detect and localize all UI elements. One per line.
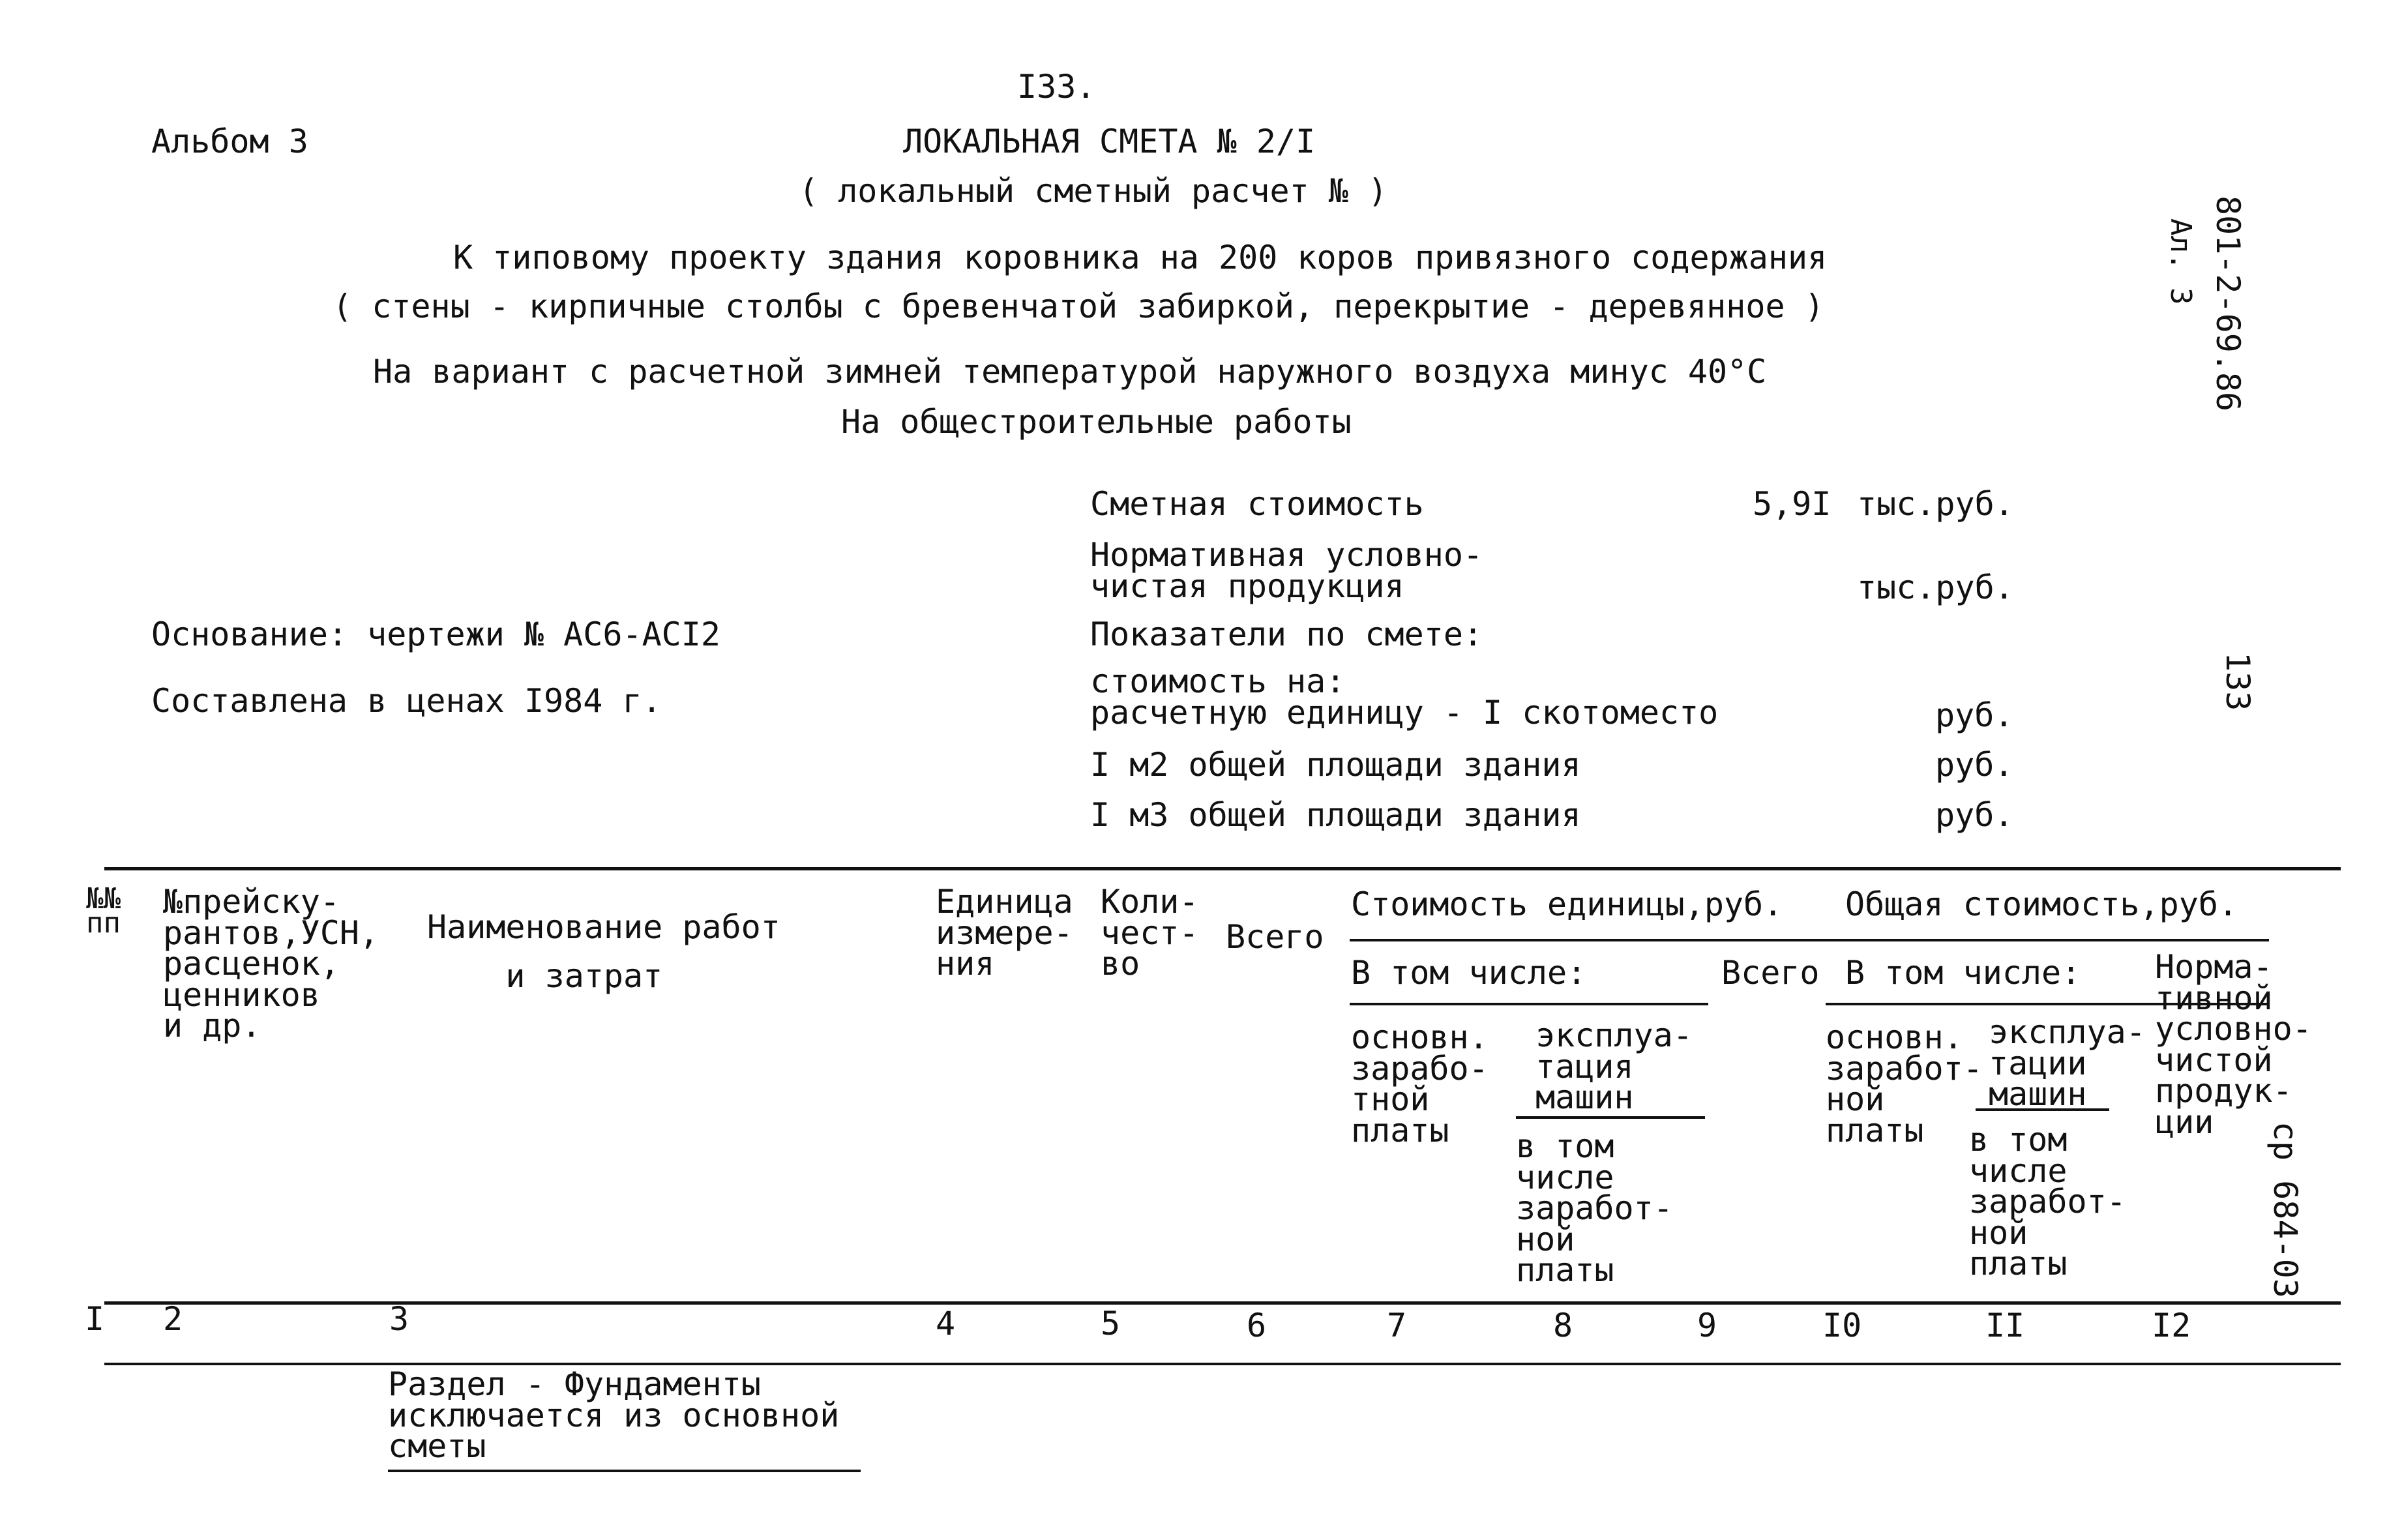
document-subtitle: ( локальный сметный расчет № ) (799, 172, 1388, 210)
col-number-6: 6 (1247, 1307, 1267, 1344)
col-number-2: 2 (163, 1300, 183, 1338)
header-machines-total: эксплуа- тации машин (1989, 1013, 2146, 1113)
album-label: Альбом 3 (151, 123, 308, 160)
works-line: На общестроительные работы (841, 403, 1352, 441)
incl1-underline (1350, 1003, 1708, 1005)
basis-prices: Составлена в ценах I984 г. (151, 682, 662, 720)
project-line-2: ( стены - кирпичные столбы с бревенчатой забиркой, перекрытие - деревянное ) (333, 288, 1824, 325)
per-m2-unit: руб. (1935, 746, 2014, 784)
project-line-1: К типовому проекту здания коровника на 200 коров привязного содержания (453, 239, 1828, 276)
header-machines-salary-unit: в том числе заработ- ной платы (1516, 1127, 1673, 1289)
section-underline (388, 1470, 861, 1472)
header-pricelist: №прейску- рантов,УСН, расценок, ценников и др. (163, 883, 379, 1044)
header-total-cost: Общая стоимость,руб. (1845, 885, 2238, 923)
cost-label: Сметная стоимость (1090, 485, 1424, 523)
header-normative: Норма- тивной условно- чистой продук- ции (2155, 948, 2312, 1141)
col-number-12: I2 (2152, 1307, 2191, 1344)
cost-unit: тыс.руб. (1857, 485, 2014, 523)
header-unit-cost: Стоимость единицы,руб. (1351, 885, 1783, 923)
header-including-1: В том числе: (1351, 954, 1587, 992)
normative-label: Нормативная условно- чистая продукция (1090, 536, 1483, 605)
header-machines-salary-total: в том числе заработ- ной платы (1969, 1121, 2126, 1282)
col-number-4: 4 (936, 1305, 956, 1342)
cost-per-unit: руб. (1935, 696, 2014, 734)
header-quantity: Коли- чест- во (1101, 883, 1199, 983)
col-number-11: II (1985, 1307, 2025, 1344)
table-top-rule (104, 867, 2341, 870)
side-page-number: 133 (2219, 652, 2257, 711)
header-machines-unit: эксплуа- тация машин (1535, 1016, 1693, 1116)
col-number-8: 8 (1553, 1307, 1573, 1344)
unit-cost-underline (1350, 939, 2269, 941)
normative-unit: тыс.руб. (1857, 569, 2014, 606)
col-number-3: 3 (389, 1300, 409, 1338)
col-number-7: 7 (1387, 1307, 1407, 1344)
page-number: I33. (1017, 68, 1096, 106)
header-work-name: Наименование работ и затрат (427, 908, 780, 995)
machines1-underline (1516, 1116, 1705, 1119)
section-title: Раздел - Фундаменты исключается из основной сметы (388, 1365, 840, 1465)
cost-value: 5,9I (1753, 485, 1831, 523)
bottom-code: ср 684-03 (2266, 1121, 2304, 1298)
col-number-1: I (85, 1300, 105, 1338)
project-code: 801-2-69.86 (2209, 196, 2247, 412)
col-number-5: 5 (1101, 1305, 1121, 1342)
header-base-salary-unit: основн. зарабо- тной платы (1351, 1018, 1489, 1149)
variant-line: На вариант с расчетной зимней температурой наружного воздуха минус 40°С (373, 353, 1767, 391)
header-unit: Единица измере- ния (936, 883, 1073, 983)
header-row-number: №№ пп (86, 882, 121, 940)
col-number-9: 9 (1697, 1307, 1717, 1344)
header-bottom-rule (104, 1301, 2341, 1305)
album-short: Ал. 3 (2164, 218, 2197, 305)
header-base-salary-total: основн. заработ- ной платы (1826, 1018, 1983, 1149)
document-title: ЛОКАЛЬНАЯ СМЕТА № 2/I (903, 123, 1316, 160)
per-m3-label: I м3 общей площади здания (1090, 796, 1581, 834)
header-including-2: В том числе: (1845, 954, 2081, 992)
indicators-label: Показатели по смете: (1090, 615, 1483, 653)
header-total-unit: Всего (1226, 918, 1324, 956)
header-total-overall: Всего (1721, 954, 1820, 992)
col-number-10: I0 (1822, 1307, 1862, 1344)
per-m2-label: I м2 общей площади здания (1090, 746, 1581, 784)
cost-per-label: стоимость на: расчетную единицу - I скотоместо (1090, 662, 1719, 732)
per-m3-unit: руб. (1935, 796, 2014, 834)
basis-drawings: Основание: чертежи № АС6-АСI2 (151, 615, 720, 653)
